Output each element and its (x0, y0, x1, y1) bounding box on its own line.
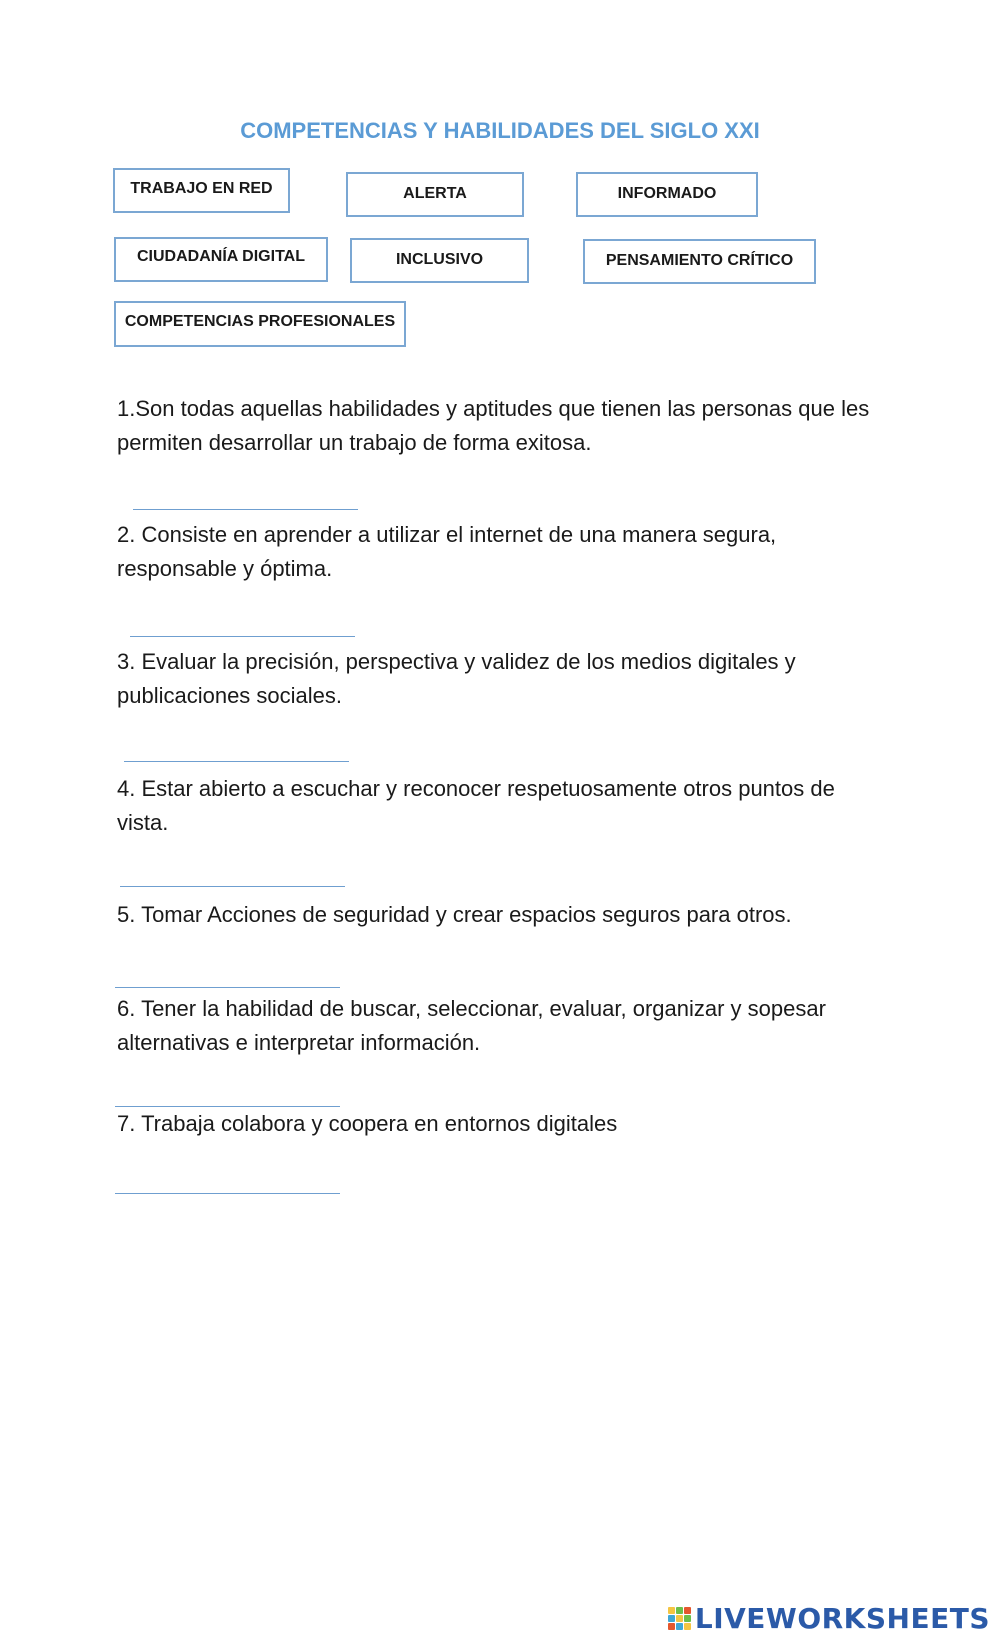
word-box-pensamiento-critico[interactable]: PENSAMIENTO CRÍTICO (583, 239, 816, 284)
question-6: 6. Tener la habilidad de buscar, seleccionar, evaluar, organizar y sopesar alternativas e interpretar información. (117, 996, 826, 1055)
answer-line-5[interactable] (115, 965, 340, 988)
liveworksheets-logo (668, 1602, 990, 1635)
answer-line-1[interactable] (133, 487, 358, 510)
word-box-competencias-profesionales[interactable]: COMPETENCIAS PROFESIONALES (114, 301, 406, 347)
question-1: 1.Son todas aquellas habilidades y aptitudes que tienen las personas que les permiten desarrollar un trabajo de forma exitosa. (117, 396, 870, 455)
answer-line-4[interactable] (120, 864, 345, 887)
answer-line-7[interactable] (115, 1171, 340, 1194)
answer-line-6[interactable] (115, 1084, 340, 1107)
question-7: 7. Trabaja colabora y coopera en entornos digitales (117, 1111, 618, 1136)
word-box-ciudadania-digital[interactable]: CIUDADANÍA DIGITAL (114, 237, 328, 282)
answer-line-2[interactable] (130, 614, 355, 637)
worksheet-title: COMPETENCIAS Y HABILIDADES DEL SIGLO XXI (240, 118, 760, 143)
word-box-informado[interactable]: INFORMADO (576, 172, 758, 217)
word-box-trabajo-en-red[interactable]: TRABAJO EN RED (113, 168, 290, 213)
question-5: 5. Tomar Acciones de seguridad y crear espacios seguros para otros. (117, 902, 792, 927)
question-4: 4. Estar abierto a escuchar y reconocer respetuosamente otros puntos de vista. (117, 776, 835, 835)
answer-line-3[interactable] (124, 739, 349, 762)
question-2: 2. Consiste en aprender a utilizar el internet de una manera segura, responsable y óptima. (117, 522, 777, 581)
brand-name: LIVEWORKSHEETS (694, 1602, 990, 1635)
word-box-inclusivo[interactable]: INCLUSIVO (350, 238, 529, 283)
word-box-alerta[interactable]: ALERTA (346, 172, 524, 217)
logo-grid-icon (668, 1607, 691, 1630)
question-3: 3. Evaluar la precisión, perspectiva y validez de los medios digitales y publicaciones sociales. (117, 649, 796, 708)
